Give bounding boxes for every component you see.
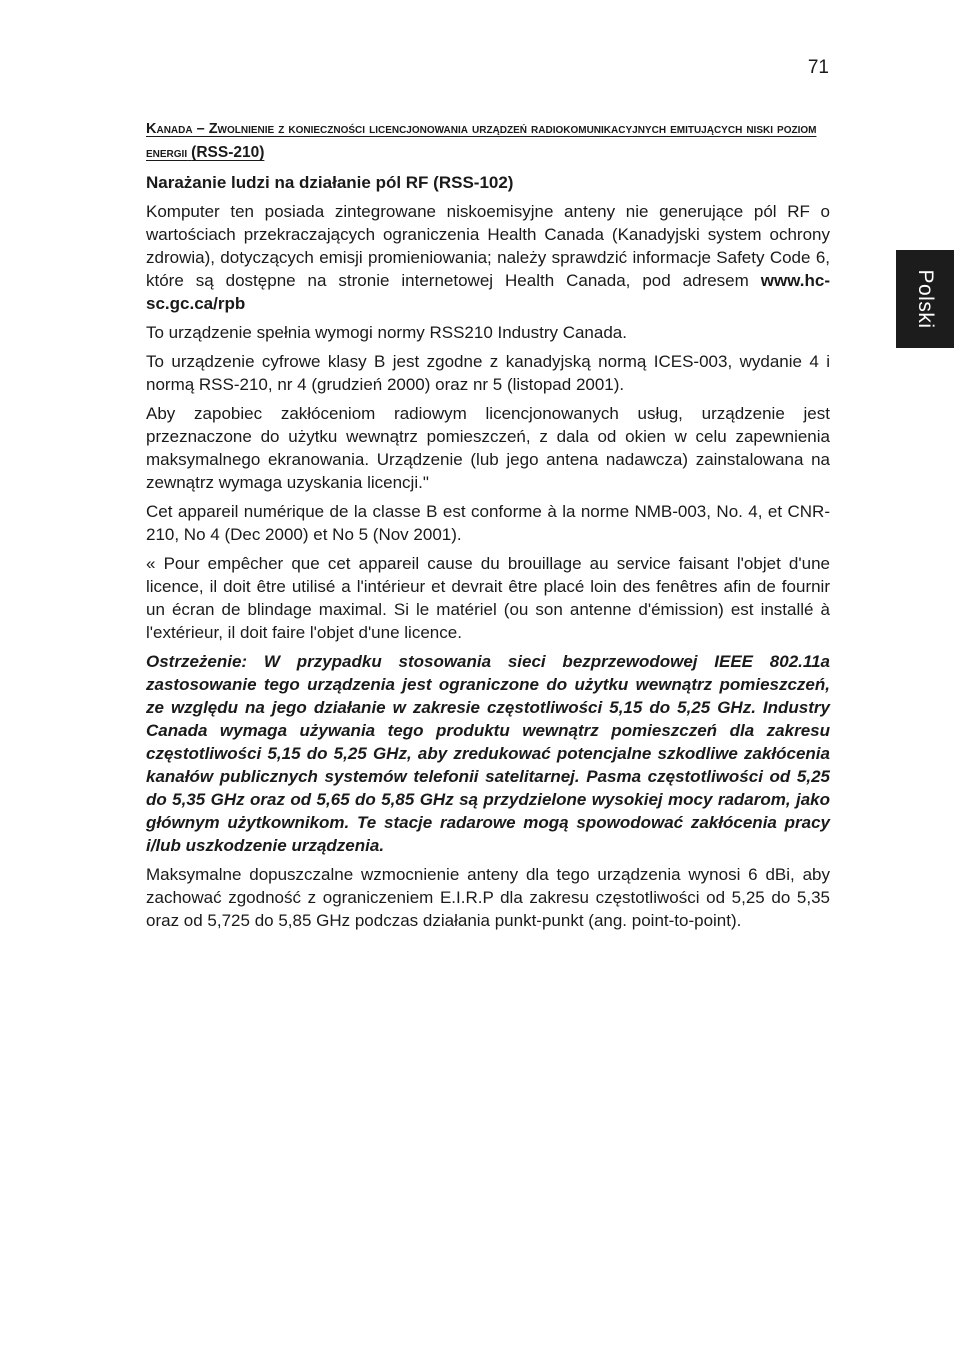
section-heading-tag: (RSS-210) <box>191 144 265 161</box>
subsection-heading: Narażanie ludzi na działanie pól RF (RSS-102) <box>146 173 514 192</box>
paragraph-rss210-compliance: To urządzenie spełnia wymogi normy RSS210 Industry Canada. <box>146 323 627 342</box>
paragraph-rf-exposure <box>146 200 830 315</box>
paragraph-antenna-gain: Maksymalne dopuszczalne wzmocnienie anteny dla tego urządzenia wynosi 6 dBi, aby zachować zgodność z ograniczeniem E.I.R.P dla zakresu częstotliwości od 5,25 do 5,35 oraz od 5,725 do 5,85 GHz podczas działania punkt-punkt (ang. point-to-point). <box>146 865 830 930</box>
section-heading-text: Kanada – Zwolnienie z konieczności licencjonowania urządzeń radiokomunikacyjnych emitujących niski poziom energii <box>146 121 817 161</box>
paragraph-class-b: To urządzenie cyfrowe klasy B jest zgodne z kanadyjską normą ICES-003, wydanie 4 i normą RSS-210, nr 4 (grudzień 2000) oraz nr 5 (listopad 2001). <box>146 352 830 394</box>
paragraph-french-class-b: Cet appareil numérique de la classe B est conforme à la norme NMB-003, No. 4, et CNR-210, No 4 (Dec 2000) et No 5 (Nov 2001). <box>146 502 830 544</box>
section-heading <box>146 118 830 165</box>
warning-paragraph: Ostrzeżenie: W przypadku stosowania sieci bezprzewodowej IEEE 802.11a zastosowanie tego urządzenia jest ograniczone do użytku wewnątrz pomieszczeń, ze względu na jego działanie w zakresie częstotliwości 5,15 do 5,25 GHz. Industry Canada wymaga używania tego produktu wewnątrz pomieszczeń dla zakresu częstotliwości 5,15 do 5,25 GHz, aby zredukować potencjalne szkodliwe zakłócenia kanałów publicznych systemów telefonii satelitarnej. Pasma częstotliwości od 5,25 do 5,35 GHz oraz od 5,65 do 5,85 GHz są przydzielone wysokiej mocy radarom, jako głównym użytkownikom. Te stacje radarowe mogą spowodować zakłócenia pracy i/lub uszkodzenie urządzenia. <box>146 652 830 855</box>
language-side-tab-label: Polski <box>914 269 937 329</box>
paragraph-french-license: « Pour empêcher que cet appareil cause du brouillage au service faisant l'objet d'une licence, il doit être utilisé a l'intérieur et devrait être placé loin des fenêtres afin de fournir un écran de blindage maximal. Si le matériel (ou son antenne d'émission) est installé à l'extérieur, il doit faire l'objet d'une licence. <box>146 554 830 642</box>
health-canada-link[interactable]: www.hc-sc.gc.ca/rpb <box>146 271 830 313</box>
paragraph-indoor-use: Aby zapobiec zakłóceniom radiowym licencjonowanych usług, urządzenie jest przeznaczone do użytku wewnątrz pomieszczeń, z dala od okien w celu zapewnienia maksymalnego ekranowania. Urządzenie (lub jego antena nadawcza) zainstalowana na zewnątrz wymaga uzyskania licencji." <box>146 404 830 492</box>
language-side-tab <box>896 250 954 348</box>
paragraph-rf-exposure-text: Komputer ten posiada zintegrowane niskoemisyjne anteny nie generujące pól RF o wartościach przekraczających ograniczenia Health Canada (Kanadyjski system ochrony zdrowia), dotyczących emisji promieniowania; należy sprawdzić informacje Safety Code 6, które są dostępne na stronie internetowej Health Canada, pod adresem <box>146 202 830 290</box>
page-content <box>146 118 830 938</box>
page-number: 71 <box>807 57 829 78</box>
